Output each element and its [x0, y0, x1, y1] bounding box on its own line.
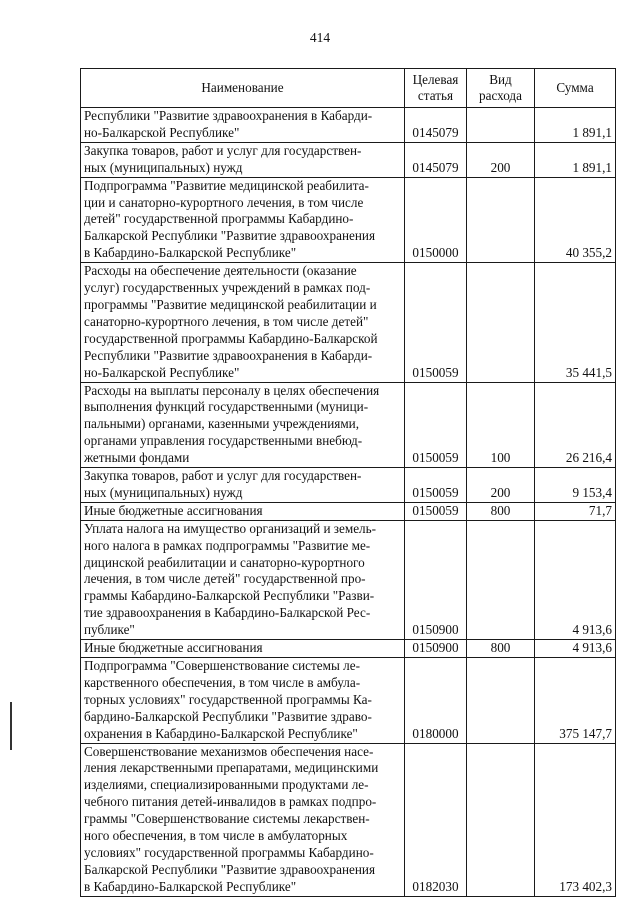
table-row — [81, 640, 616, 658]
row-name: Республики "Развитие здравоохранения в Кабарди- но-Балкарской Республике" — [81, 108, 405, 143]
row-expense-type: 200 — [467, 142, 535, 177]
row-target-article: 0150059 — [405, 382, 467, 468]
row-sum: 375 147,7 — [535, 658, 616, 744]
row-name: Уплата налога на имущество организаций и земель- ного налога в рамках подпрограммы "Развитие ме- дицинской реабилитации и санаторно-курортного лечения, в том числе детей" государственной про- граммы Кабардино-Балкарской Республики "Разви- тие здравоохранения в Кабардино-Балкарской Рес- публике" — [81, 520, 405, 639]
table-row — [81, 382, 616, 468]
row-target-article: 0150059 — [405, 502, 467, 520]
table-row — [81, 658, 616, 744]
table-body — [81, 108, 616, 897]
table-header-row — [81, 69, 616, 108]
row-sum: 1 891,1 — [535, 142, 616, 177]
row-target-article: 0150000 — [405, 177, 467, 263]
header-target-article: Целевая статья — [405, 69, 467, 108]
row-name: Закупка товаров, работ и услуг для государствен- ных (муниципальных) нужд — [81, 468, 405, 503]
row-sum: 9 153,4 — [535, 468, 616, 503]
header-sum: Сумма — [535, 69, 616, 108]
row-name: Иные бюджетные ассигнования — [81, 502, 405, 520]
table-row — [81, 502, 616, 520]
row-name: Подпрограмма "Развитие медицинской реабилита- ции и санаторно-курортного лечения, в том числе детей" государственной программы Кабардино- Балкарской Республики "Развитие здравоохранения в Кабардино-Балкарской Республике" — [81, 177, 405, 263]
row-sum: 4 913,6 — [535, 520, 616, 639]
table-row — [81, 263, 616, 382]
row-target-article: 0150059 — [405, 263, 467, 382]
row-target-article: 0150900 — [405, 520, 467, 639]
row-expense-type — [467, 743, 535, 896]
row-sum: 26 216,4 — [535, 382, 616, 468]
row-name: Расходы на выплаты персоналу в целях обеспечения выполнения функций государственными (муници- пальными) органами, казенными учреждениями, органами управления государственными внебюд- жетными фондами — [81, 382, 405, 468]
row-expense-type: 800 — [467, 640, 535, 658]
row-target-article: 0145079 — [405, 142, 467, 177]
row-sum: 173 402,3 — [535, 743, 616, 896]
margin-mark — [10, 702, 12, 750]
row-target-article: 0182030 — [405, 743, 467, 896]
row-expense-type: 800 — [467, 502, 535, 520]
row-expense-type — [467, 520, 535, 639]
row-sum: 40 355,2 — [535, 177, 616, 263]
table-row — [81, 177, 616, 263]
table-row — [81, 108, 616, 143]
row-expense-type — [467, 658, 535, 744]
row-name: Подпрограмма "Совершенствование системы ле- карственного обеспечения, в том числе в амбула- торных условиях" государственной программы Ка- бардино-Балкарской Республики "Развитие здраво- охранения в Кабардино-Балкарской Республике" — [81, 658, 405, 744]
header-expense-type: Вид расхода — [467, 69, 535, 108]
row-sum: 35 441,5 — [535, 263, 616, 382]
row-expense-type — [467, 177, 535, 263]
table-row — [81, 520, 616, 639]
row-target-article: 0150900 — [405, 640, 467, 658]
row-name: Закупка товаров, работ и услуг для государствен- ных (муниципальных) нужд — [81, 142, 405, 177]
table-row — [81, 468, 616, 503]
budget-table — [80, 68, 616, 897]
row-target-article: 0145079 — [405, 108, 467, 143]
row-target-article: 0180000 — [405, 658, 467, 744]
row-sum: 71,7 — [535, 502, 616, 520]
row-sum: 4 913,6 — [535, 640, 616, 658]
row-name: Расходы на обеспечение деятельности (оказание услуг) государственных учреждений в рамках под- программы "Развитие медицинской реабилитации и санаторно-курортного лечения, в том числе детей" государственной программы Кабардино-Балкарской Республики "Развитие здравоохранения в Кабарди- но-Балкарской Республике" — [81, 263, 405, 382]
header-name: Наименование — [81, 69, 405, 108]
page-number: 414 — [309, 30, 331, 45]
row-expense-type — [467, 263, 535, 382]
row-sum: 1 891,1 — [535, 108, 616, 143]
row-name: Совершенствование механизмов обеспечения насе- ления лекарственными препаратами, медицинскими изделиями, специализированными продуктами ле- чебного питания детей-инвалидов в рамках подпро- граммы "Совершенствование системы лекарствен- ного обеспечения, в том числе в амбулаторных условиях" государственной программы Кабардино- Балкарской Республики "Развитие здравоохранения в Кабардино-Балкарской Республике" — [81, 743, 405, 896]
row-expense-type — [467, 108, 535, 143]
table-row — [81, 743, 616, 896]
row-expense-type: 200 — [467, 468, 535, 503]
table-row — [81, 142, 616, 177]
row-target-article: 0150059 — [405, 468, 467, 503]
row-expense-type: 100 — [467, 382, 535, 468]
row-name: Иные бюджетные ассигнования — [81, 640, 405, 658]
